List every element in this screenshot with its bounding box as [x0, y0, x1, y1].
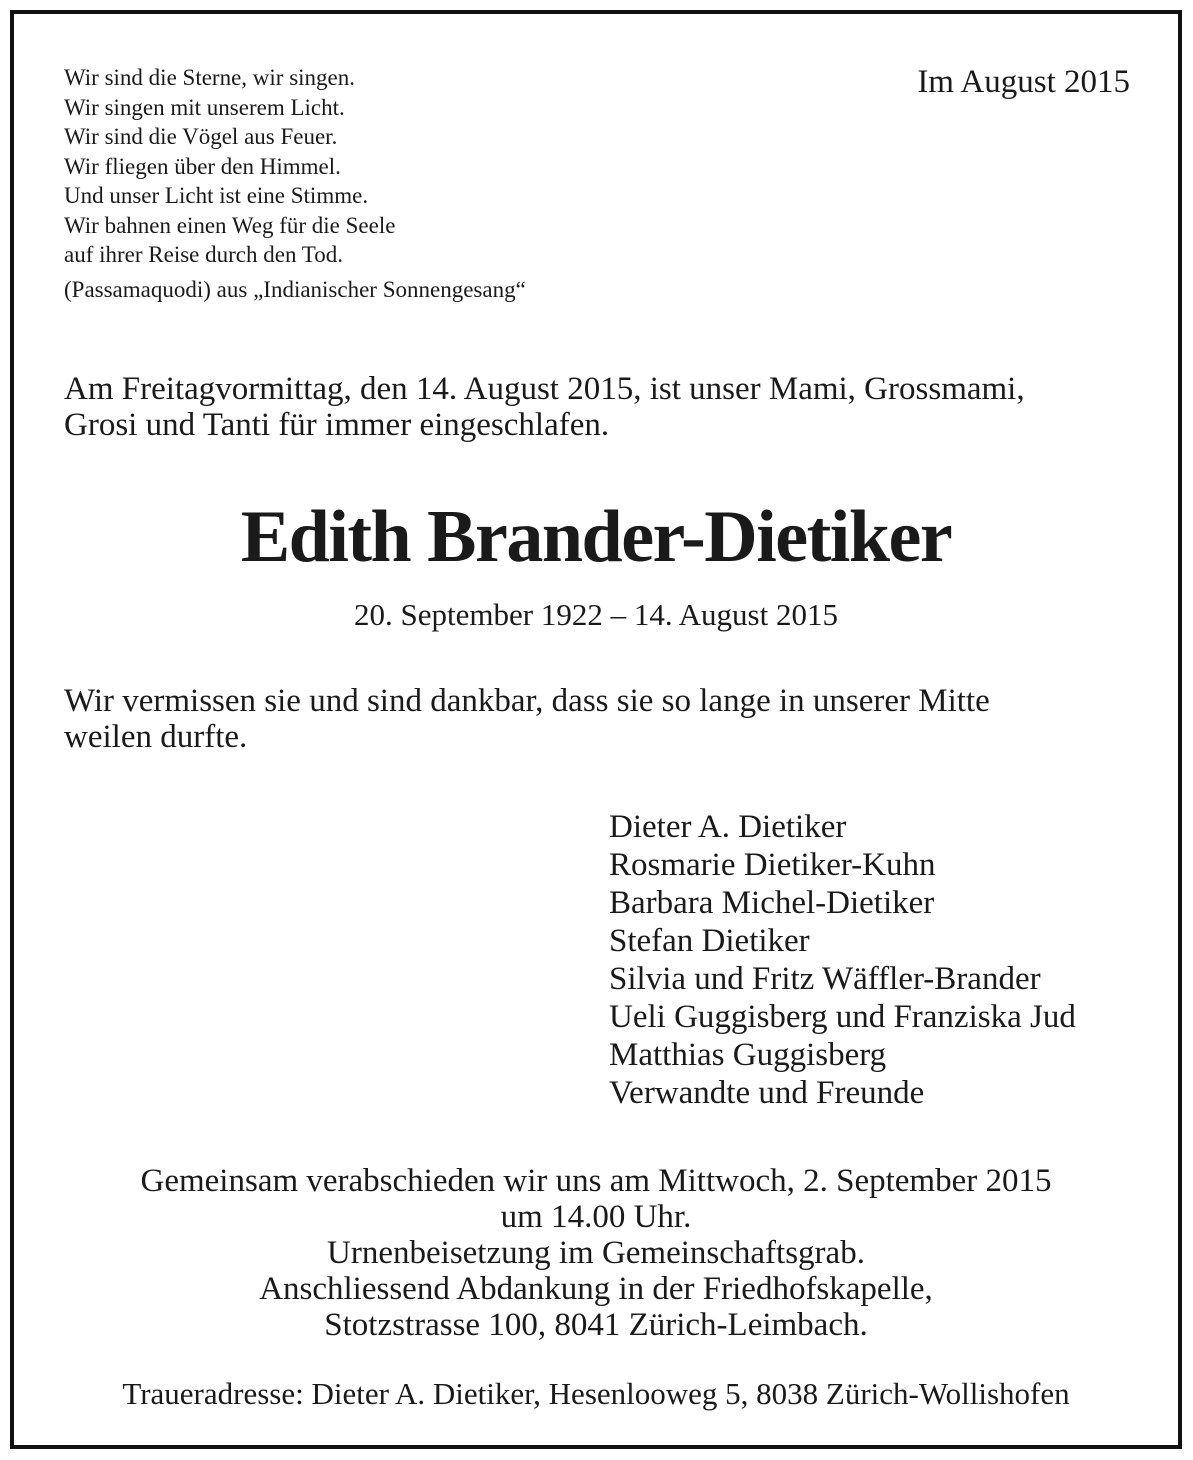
dateline: Im August 2015 [917, 64, 1130, 100]
message-line: Wir vermissen sie und sind dankbar, dass sie so lange in unserer Mitte [64, 683, 990, 719]
message-text [64, 683, 990, 755]
poem-line: auf ihrer Reise durch den Tod. [64, 242, 343, 267]
service-line: Stotzstrasse 100, 8041 Zürich-Leimbach. [324, 1307, 868, 1343]
service-details [14, 1163, 1178, 1343]
poem-line: Wir sind die Sterne, wir singen. [64, 65, 355, 90]
mourner-name: Matthias Guggisberg [609, 1037, 887, 1073]
mourner-name: Verwandte und Freunde [609, 1075, 925, 1111]
service-line: Gemeinsam verabschieden wir uns am Mittwoch, 2. September 2015 [140, 1163, 1052, 1199]
poem-line: Und unser Licht ist eine Stimme. [64, 183, 369, 208]
poem-line: Wir singen mit unserem Licht. [64, 94, 345, 120]
poem-line: Wir fliegen über den Himmel. [64, 153, 341, 179]
mourner-name: Ueli Guggisberg und Franziska Jud [609, 999, 1076, 1035]
service-line: Urnenbeisetzung im Gemeinschaftsgrab. [327, 1235, 865, 1271]
intro-line: Am Freitagvormittag, den 14. August 2015, ist unser Mami, Grossmami, [64, 371, 1025, 407]
obituary-frame [10, 10, 1182, 1449]
deceased-name: Edith Brander-Dietiker [240, 496, 952, 578]
mourner-name: Silvia und Fritz Wäffler-Brander [609, 961, 1041, 997]
mourners-list [609, 808, 1076, 1112]
service-line: Anschliessend Abdankung in der Friedhofskapelle, [259, 1271, 933, 1307]
poem-line: Wir sind die Vögel aus Feuer. [64, 124, 338, 149]
mourner-name: Barbara Michel-Dietiker [609, 885, 935, 921]
service-line: um 14.00 Uhr. [500, 1199, 692, 1235]
poem [64, 63, 526, 304]
intro-line: Grosi und Tanti für immer eingeschlafen. [64, 407, 610, 443]
message-line: weilen durfte. [64, 719, 248, 755]
mourner-name: Rosmarie Dietiker-Kuhn [609, 847, 936, 883]
poem-line: Wir bahnen einen Weg für die Seele [64, 212, 396, 238]
mourner-name: Stefan Dietiker [609, 923, 810, 959]
mourner-name: Dieter A. Dietiker [609, 809, 847, 845]
poem-source: (Passamaquodi) aus „Indianischer Sonnengesang“ [64, 276, 526, 302]
intro-text [64, 371, 1025, 443]
lifespan: 20. September 1922 – 14. August 2015 [354, 597, 838, 632]
mourning-address: Traueradresse: Dieter A. Dietiker, Hesenlooweg 5, 8038 Zürich-Wollishofen [122, 1376, 1070, 1411]
